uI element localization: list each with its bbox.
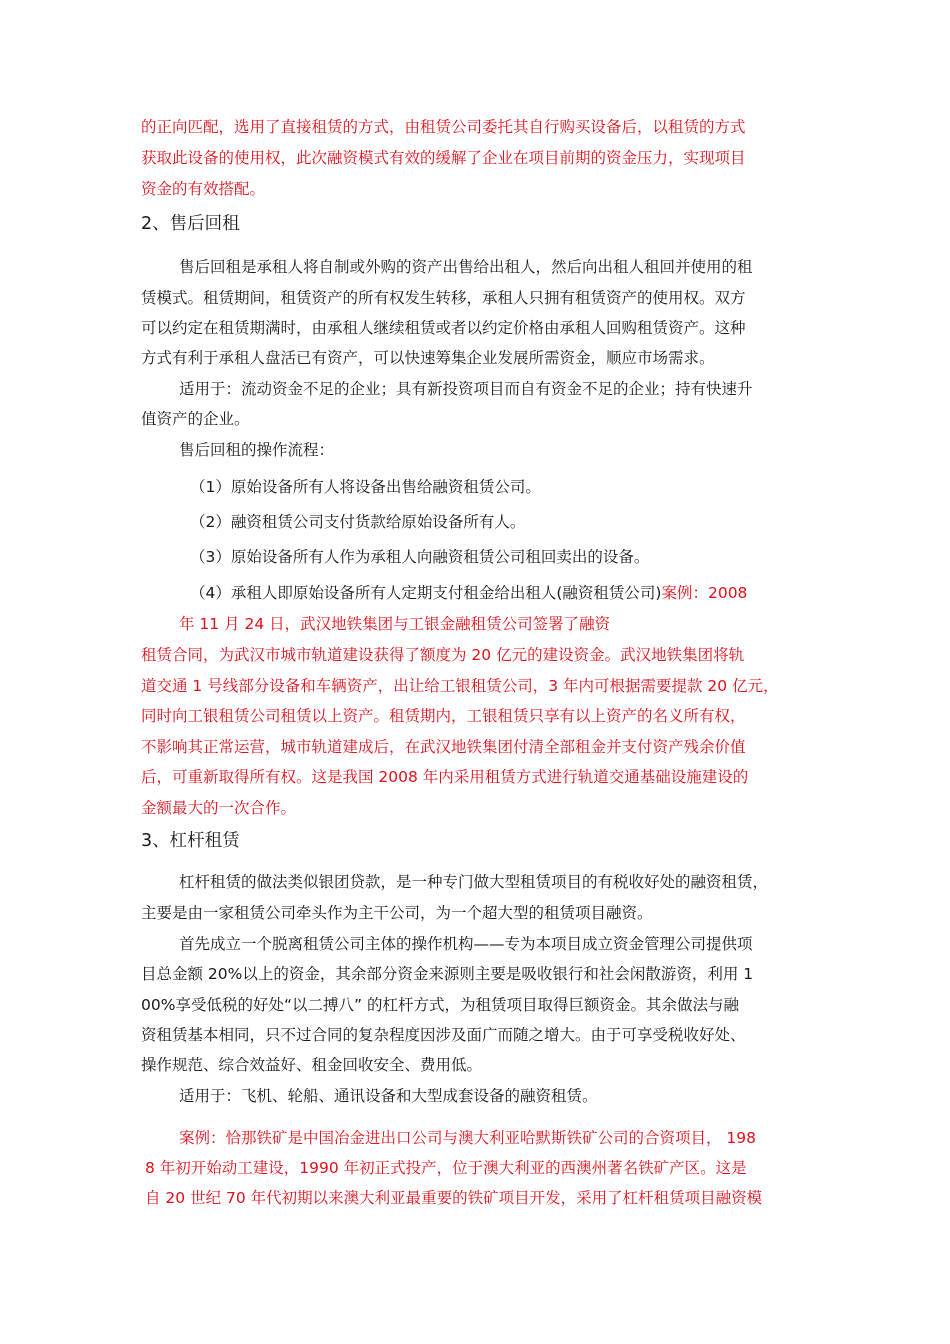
case-line: 道交通 1 号线部分设备和车辆资产，出让给工银租赁公司，3 年内可根据需要提款 20 亿元， — [141, 677, 779, 695]
flow-step: （1）原始设备所有人将设备出售给融资租赁公司。 — [190, 478, 541, 496]
case-label: 案例：2008 — [661, 584, 748, 602]
paragraph-line: 首先成立一个脱离租赁公司主体的操作机构——专为本项目成立资金管理公司提供项 — [179, 935, 753, 953]
paragraph-line: 00%享受低税的好处“以二搏八” 的杠杆方式，为租赁项目取得巨额资金。其余做法与融 — [141, 996, 739, 1014]
case-line: 自 20 世纪 70 年代初期以来澳大利亚最重要的铁矿项目开发，采用了杠杆租赁项目融资模 — [145, 1189, 763, 1207]
intro-line: 资金的有效搭配。 — [141, 180, 266, 198]
case-line: 同时向工银租赁公司租赁以上资产。租赁期内，工银租赁只享有以上资产的名义所有权， — [141, 707, 746, 725]
flow-step: （4）承租人即原始设备所有人定期支付租金给出租人(融资租赁公司) — [190, 584, 662, 602]
case-line: 后，可重新取得所有权。这是我国 2008 年内采用租赁方式进行轨道交通基础设施建设的 — [141, 768, 749, 786]
section-2-heading: 2、售后回租 — [141, 214, 240, 234]
paragraph-line: 方式有利于承租人盘活已有资产，可以快速筹集企业发展所需资金，顺应市场需求。 — [141, 349, 715, 367]
flow-step: （2）融资租赁公司支付货款给原始设备所有人。 — [190, 513, 526, 531]
paragraph-line: 售后回租是承租人将自制或外购的资产出售给出租人，然后向出租人租回并使用的租 — [179, 258, 753, 276]
case-line: 金额最大的一次合作。 — [141, 799, 297, 817]
paragraph-line: 目总金额 20%以上的资金，其余部分资金来源则主要是吸收银行和社会闲散游资，利用 1 — [141, 965, 754, 983]
paragraph-line: 杠杆租赁的做法类似银团贷款，是一种专门做大型租赁项目的有税收好处的融资租赁， — [179, 873, 769, 891]
case-line: 案例：恰那铁矿是中国冶金进出口公司与澳大利亚哈默斯铁矿公司的合资项目， 198 — [179, 1129, 757, 1147]
intro-line: 获取此设备的使用权，此次融资模式有效的缓解了企业在项目前期的资金压力，实现项目 — [141, 149, 746, 167]
paragraph-line: 可以约定在租赁期满时，由承租人继续租赁或者以约定价格由承租人回购租赁资产。这种 — [141, 319, 746, 337]
flow-step-with-case — [190, 582, 950, 604]
case-line: 租赁合同，为武汉市城市轨道建设获得了额度为 20 亿元的建设资金。武汉地铁集团将轨 — [141, 646, 745, 664]
section-3-heading: 3、杠杆租赁 — [141, 831, 240, 851]
flow-title: 售后回租的操作流程： — [179, 441, 335, 459]
paragraph-line: 资租赁基本相同，只不过合同的复杂程度因涉及面广而随之增大。由于可享受税收好处、 — [141, 1026, 746, 1044]
paragraph-line: 主要是由一家租赁公司牵头作为主干公司，为一个超大型的租赁项目融资。 — [141, 904, 653, 922]
case-line: 8 年初开始动工建设，1990 年初正式投产，位于澳大利亚的西澳州著名铁矿产区。这是 — [145, 1159, 747, 1177]
case-line: 不影响其正常运营，城市轨道建成后，在武汉地铁集团付清全部租金并支付资产残余价值 — [141, 738, 746, 756]
applicable-line: 值资产的企业。 — [141, 410, 250, 428]
applicable-line: 适用于：飞机、轮船、通讯设备和大型成套设备的融资租赁。 — [179, 1087, 598, 1105]
paragraph-line: 操作规范、综合效益好、租金回收安全、费用低。 — [141, 1056, 483, 1074]
case-line: 年 11 月 24 日，武汉地铁集团与工银金融租赁公司签署了融资 — [179, 615, 611, 633]
flow-step: （3）原始设备所有人作为承租人向融资租赁公司租回卖出的设备。 — [190, 548, 650, 566]
applicable-line: 适用于：流动资金不足的企业；具有新投资项目而自有资金不足的企业；持有快速升 — [179, 380, 753, 398]
intro-line: 的正向匹配，选用了直接租赁的方式，由租赁公司委托其自行购买设备后，以租赁的方式 — [141, 118, 746, 136]
paragraph-line: 赁模式。租赁期间，租赁资产的所有权发生转移，承租人只拥有租赁资产的使用权。双方 — [141, 289, 746, 307]
